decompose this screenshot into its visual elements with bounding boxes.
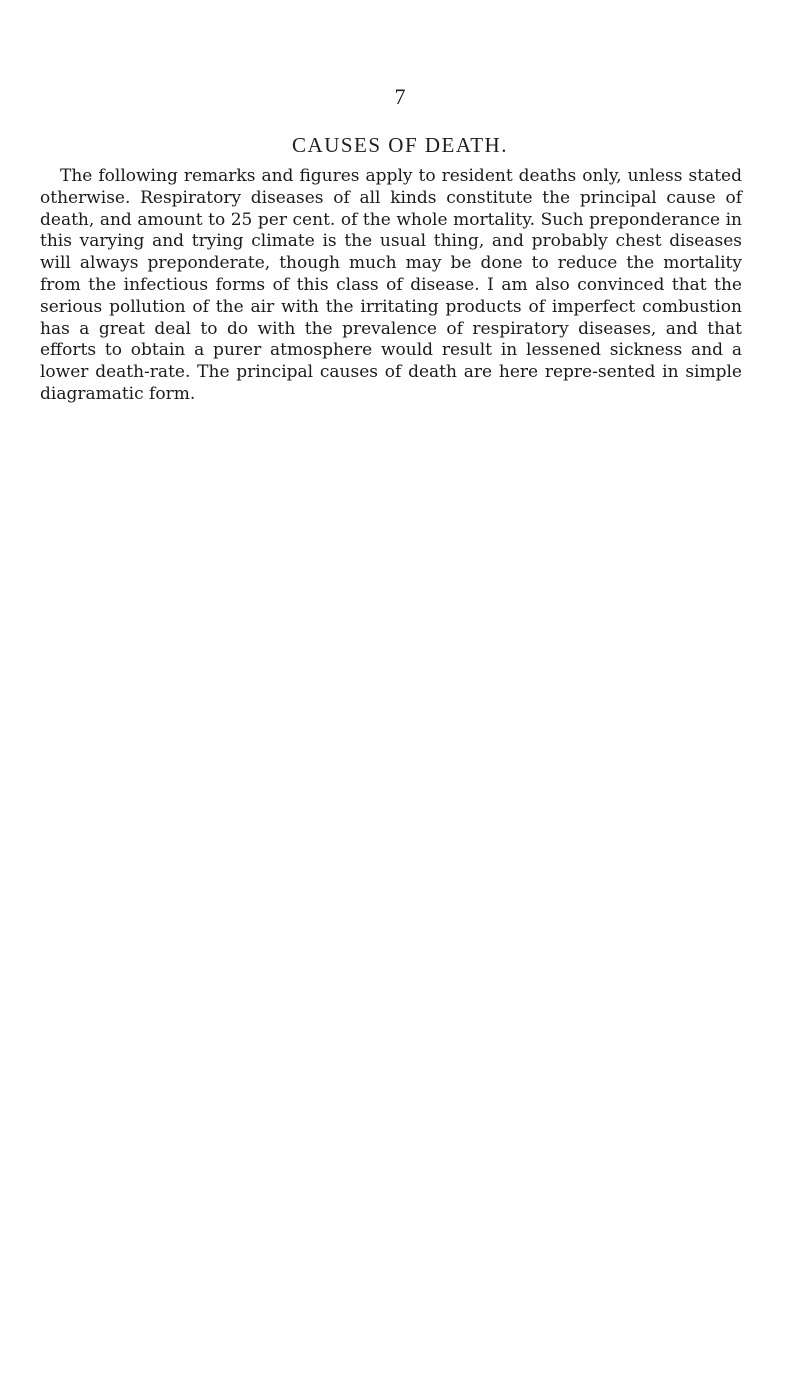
section-heading: CAUSES OF DEATH. xyxy=(292,133,508,157)
body-paragraph: The following remarks and figures apply to resident deaths only, unless stated otherwise. Respiratory diseases of all kinds constitute the principal cause of death, and amount to 25 per cent. of the whole mortality. Such preponderance in this varying and trying climate is the usual thing, and probably chest diseases will always preponderate, though much may be done to reduce the mortality from the infectious forms of this class of disease. I am also convinced that the serious pollution of the air with the irritating products of imperfect combustion has a great deal to do with the prevalence of respiratory diseases, and that efforts to obtain a purer atmosphere would result in lessened sickness and a lower death-rate. The principal causes of death are here repre-sented in simple diagramatic form. xyxy=(40,166,742,404)
page-number: 7 xyxy=(394,84,406,109)
